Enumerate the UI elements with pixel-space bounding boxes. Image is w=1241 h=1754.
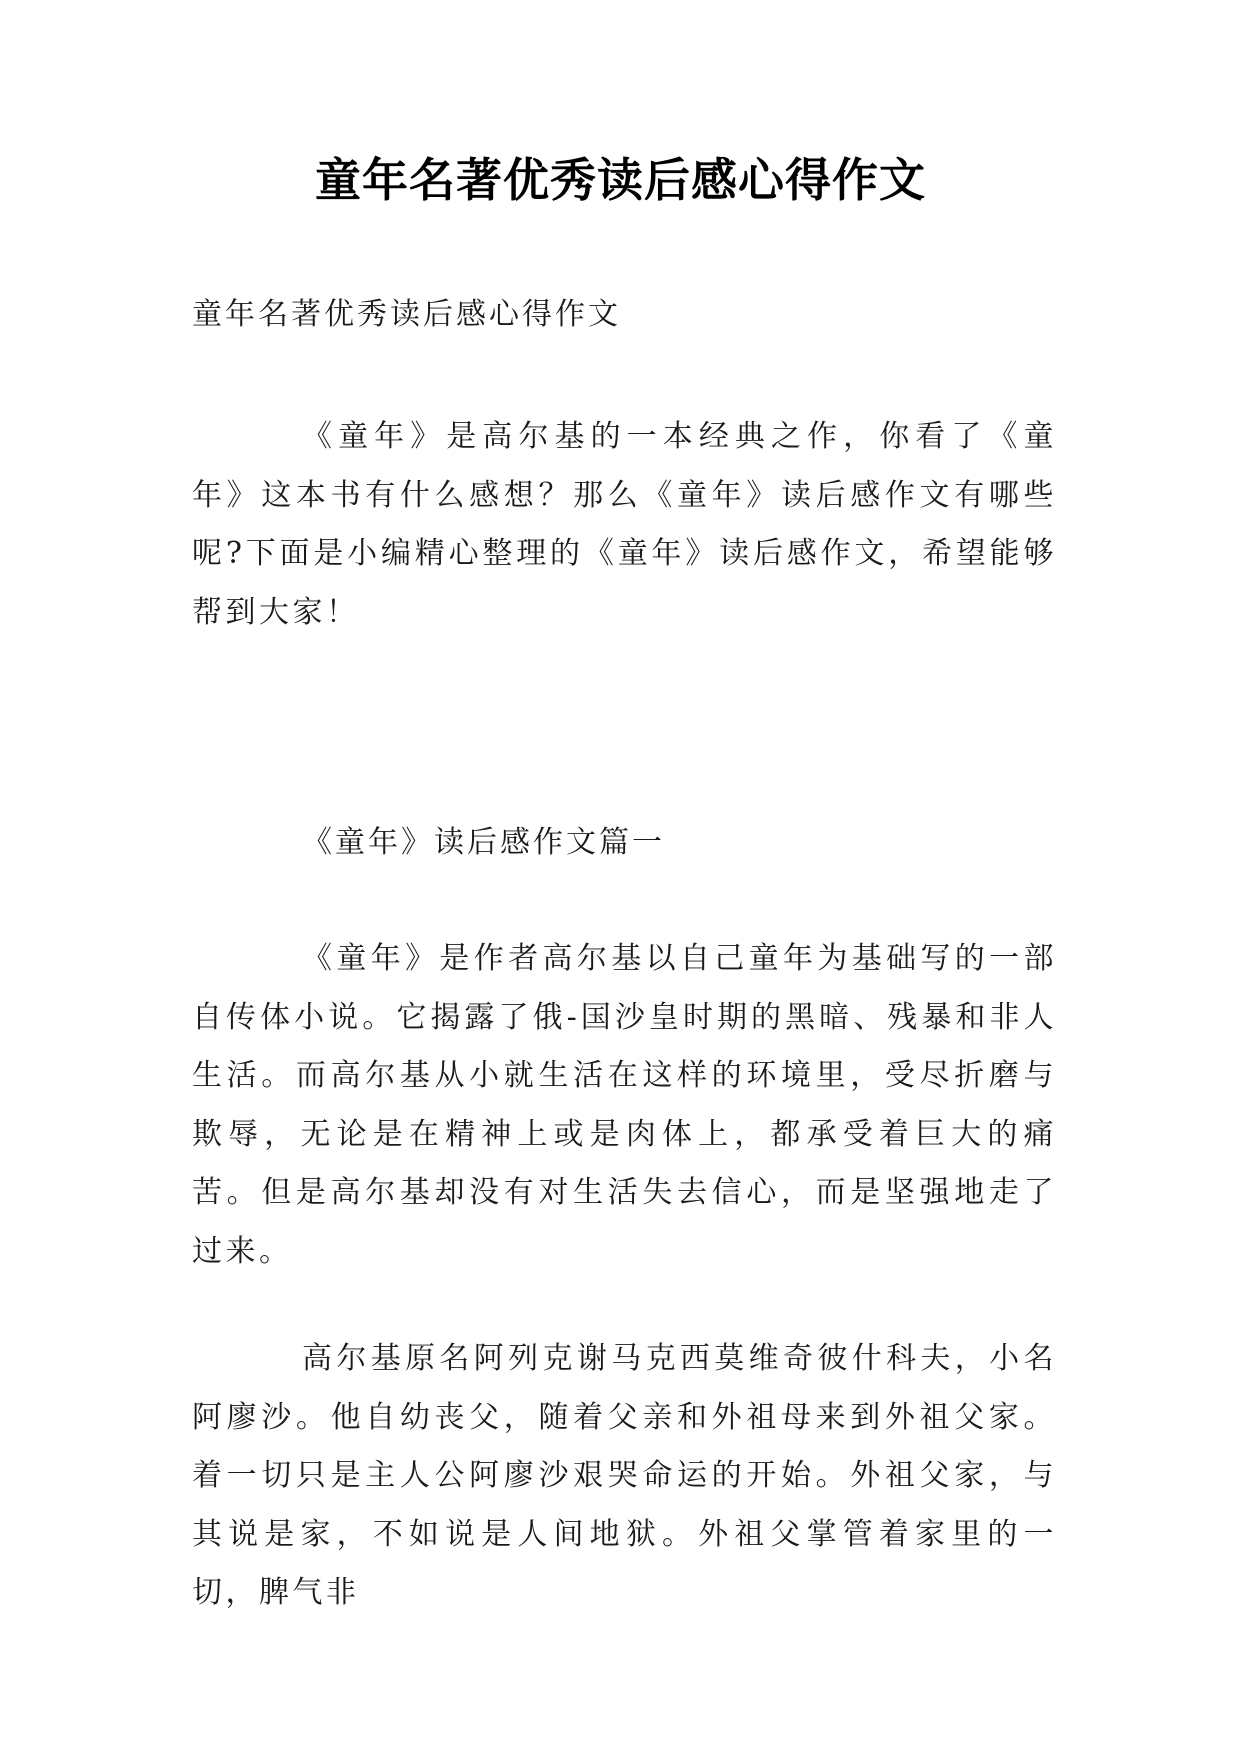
document-title: 童年名著优秀读后感心得作文 bbox=[315, 153, 926, 207]
section-heading: 《童年》读后感作文篇一 bbox=[302, 825, 665, 860]
intro-paragraph: 《童年》是高尔基的一本经典之作，你看了《童年》这本书有什么感想？那么《童年》读后感作文有哪些呢?下面是小编精心整理的《童年》读后感作文，希望能够帮到大家！ bbox=[192, 419, 1057, 630]
document-subtitle: 童年名著优秀读后感心得作文 bbox=[192, 297, 621, 332]
body-paragraph-2: 高尔基原名阿列克谢马克西莫维奇彼什科夫，小名阿廖沙。他自幼丧父，随着父亲和外祖母来到外祖父家。着一切只是主人公阿廖沙艰哭命运的开始。外祖父家，与其说是家，不如说是人间地狱。外祖父掌管着家里的一切，脾气非 bbox=[192, 1341, 1057, 1610]
body-paragraph-1: 《童年》是作者高尔基以自己童年为基础写的一部自传体小说。它揭露了俄-国沙皇时期的黑暗、残暴和非人生活。而高尔基从小就生活在这样的环境里，受尽折磨与欺辱，无论是在精神上或是肉体上，都承受着巨大的痛苦。但是高尔基却没有对生活失去信心，而是坚强地走了过来。 bbox=[192, 941, 1057, 1269]
